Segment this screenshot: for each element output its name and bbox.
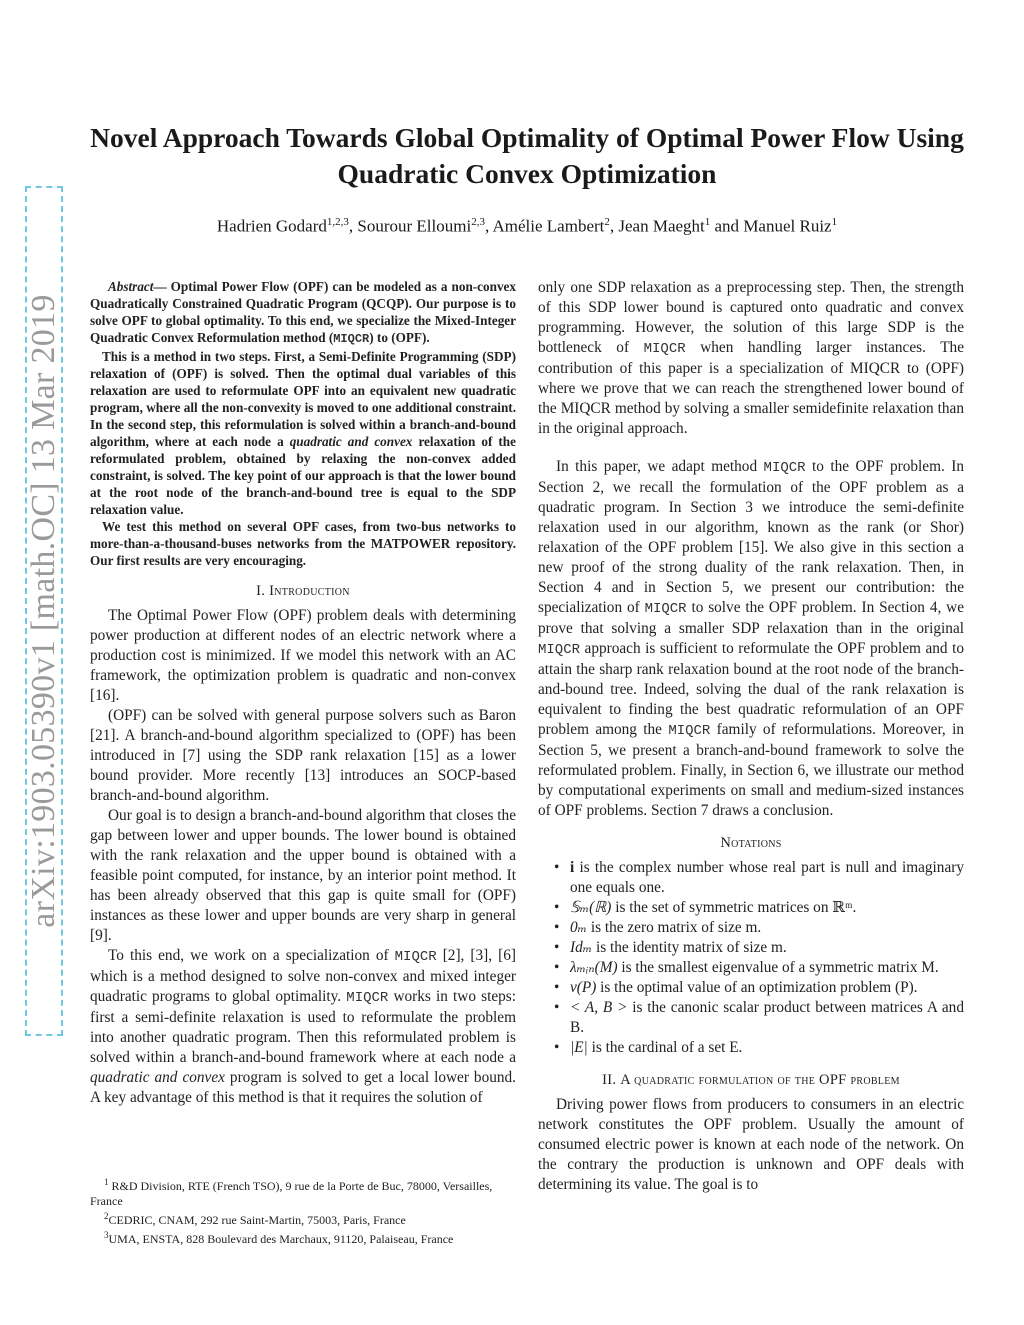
paragraph: only one SDP relaxation as a preprocessing step. Then, the strength of this SDP lower bound is captured onto quadratic and convex programming. However, the solution of this large SDP is the bottleneck of MIQCR when handling larger instances. The contribution of this paper is a specialization of MIQCR to (OPF) where we prove that we can reach the strengthened lower bound of the MIQCR method by solving a smaller semidefinite relaxation than in the original approach. [538,279,964,437]
list-item: • v(P) is the optimal value of an optimization problem (P). [538,978,964,998]
left-column [90,278,516,1108]
paragraph: To this end, we work on a specialization of MIQCR [2], [3], [6] which is a method designed to solve non-convex and mixed integer quadratic programs to global optimality. MIQCR works in two steps: first a semi-definite relaxation is used to reformulate the problem into another quadratic program. Then this reformulated problem is solved within a branch-and-bound framework where at each node a quadratic and convex program is solved to get a local lower bound. A key advantage of this method is that it requires the solution of [90,947,516,1106]
affiliation-mark: 2,3 [471,216,485,228]
list-item: • < A, B > is the canonic scalar product between matrices A and B. [538,998,964,1038]
author: Manuel Ruiz [743,216,832,236]
author: Amélie Lambert [492,216,605,236]
author: Jean Maeght [618,216,705,236]
footnote: $^3$UMA, ENSTA, 828 Boulevard des Marchaux, 91120, Palaiseau, France [104,1230,454,1246]
affiliation-mark: 1 [704,216,711,228]
section-heading-introduction: I. Introduction [256,583,350,599]
arxiv-watermark: arXiv:1903.05390v1 [math.OC] 13 Mar 2019 [25,186,63,1036]
list-item: • |E| is the cardinal of a set E. [538,1038,964,1058]
paragraph: In this paper, we adapt method MIQCR to the OPF problem. In Section 2, we recall the formulation of the OPF problem as a quadratic program. In Section 3 we introduce the semi-definite relaxation used in our algorithm, known as the rank (or Shor) relaxation of the OPF problem [15]. We also give in this section a new proof of the strong duality of the rank relaxation. Then, in Section 4 and in Section 5, we present our contribution: the specialization of MIQCR to solve the OPF problem. In Section 4, we prove that solving a smaller SDP relaxation than in the original MIQCR approach is sufficient to reformulate the OPF problem and to attain the sharp rank relaxation bound at the root node of the branch-and-bound tree. Indeed, solving the dual of the rank relaxation is equivalent to finding the best quadratic reformulation of an OPF problem among the MIQCR family of reformulations. Moreover, in Section 5, we present a branch-and-bound framework to solve the reformulated problem. Finally, in Section 6, we illustrate our method by computational experiments on small and medium-sized instances of OPF problems. Section 7 draws a conclusion. [538,458,964,819]
affiliation-mark: 2 [604,216,610,228]
section-heading-notations: Notations [720,835,782,851]
right-column [538,278,964,1195]
affiliation-mark: 1 [831,216,838,228]
footnote: $^2$CEDRIC, CNAM, 292 rue Saint-Martin, 75003, Paris, France [104,1211,406,1227]
affiliation-mark: 1,2,3 [326,216,349,228]
list-item: • λₘᵢₙ(M) is the smallest eigenvalue of a symmetric matrix M. [538,958,964,978]
list-item: • Idₘ is the identity matrix of size m. [538,938,964,958]
author: Hadrien Godard [216,216,327,236]
paragraph: (OPF) can be solved with general purpose solvers such as Baron [21]. A branch-and-bound algorithm specialized to (OPF) has been introduced in [7] using the SDP rank relaxation [15] as a lower bound provider. More recently [13] introduces an SOCP-based branch-and-bound algorithm. [90,707,516,804]
introduction-body [90,606,516,1108]
paper-title: Novel Approach Towards Global Optimality of Optimal Power Flow Using Quadratic Convex Optimization [90,122,964,189]
abstract-label: Abstract [108,279,154,294]
method-code: MIQCR [333,332,370,346]
notation-list [538,858,964,1058]
paragraph: Our goal is to design a branch-and-bound algorithm that closes the gap between lower and upper bounds. The lower bound is obtained with the rank relaxation and the upper bound is obtained with a feasible point computed, for instance, by an interior point method. It has been already observed that this gap is quite small for (OPF) instances as these lower and upper bounds are very sharp in general [9]. [90,807,516,944]
list-item: • 0ₘ is the zero matrix of size m. [538,918,964,938]
section-heading-quadratic-formulation: II. A quadratic formulation of the OPF problem [602,1072,900,1088]
paragraph: The Optimal Power Flow (OPF) problem deals with determining power production at different nodes of an electric network where a production cost is minimized. If we model this network with an AC framework, the optimization problem is quadratic and non-convex [16]. [90,607,516,704]
abstract [90,278,516,569]
abstract-paragraph: Abstract— Optimal Power Flow (OPF) can be modeled as a non-convex Quadratically Constrained Quadratic Program (QCQP). Our purpose is to solve OPF to global optimality. To this end, we specialize the Mixed-Integer Quadratic Convex Reformulation method (MIQCR) to (OPF). [90,279,516,346]
list-item: • i is the complex number whose real part is null and imaginary one equals one. [538,858,964,898]
footnotes [90,1175,516,1247]
abstract-paragraph: This is a method in two steps. First, a Semi-Definite Programming (SDP) relaxation of (OPF) is solved. Then the optimal dual variables of this relaxation are used to reformulate OPF into an equivalent new quadratic program, where all the non-convexity is moved to one additional constraint. In the second step, this reformulation is solved within a branch-and-bound algorithm, where at each node a quadratic and convex relaxation of the reformulated problem, obtained by relaxing the non-convex added constraint, is solved. The key point of our approach is that the lower bound at the root node of the branch-and-bound tree is equal to the SDP relaxation value. [90,349,516,517]
footnote: $^1$ R&D Division, RTE (French TSO), 9 rue de la Porte de Buc, 78000, Versailles, France [90,1177,493,1208]
list-item: • 𝕊ₘ(ℝ) is the set of symmetric matrices on ℝᵐ. [538,898,964,918]
abstract-paragraph: We test this method on several OPF cases, from two-bus networks to more-than-a-thousand-buses networks from the MATPOWER repository. Our first results are very encouraging. [90,519,516,568]
paragraph: Driving power flows from producers to consumers in an electric network constitutes the OPF problem. Usually the amount of consumed electric power is known at each node of the network. On the contrary the production is unknown and OPF deals with determining its value. The goal is to [538,1096,964,1193]
author-list: Hadrien Godard$^{1,2,3}$, Sourour Elloumi$^{2,3}$, Amélie Lambert$^2$, Jean Maeght$^1$ and Manuel Ruiz$^1$ [216,216,838,236]
author: Sourour Elloumi [357,216,472,236]
